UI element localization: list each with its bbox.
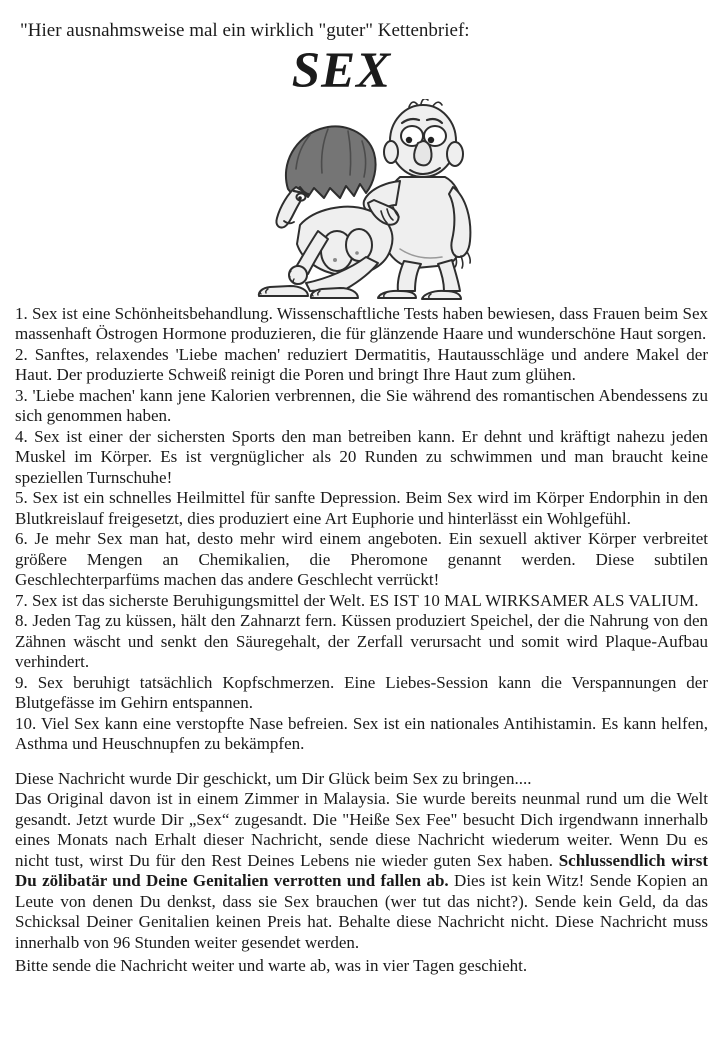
cartoon-couple-drawing: [250, 99, 508, 301]
cartoon-illustration: [49, 99, 708, 303]
list-item: 3. 'Liebe machen' kann jene Kalorien verbrennen, die Sie während des romantischen Abendessens zu sich genommen haben.: [15, 385, 708, 426]
list-item: 7. Sex ist das sicherste Beruhigungsmittel der Welt. ES IST 10 MAL WIRKSAMER ALS VALIUM.: [15, 590, 699, 610]
list-item: 8. Jeden Tag zu küssen, hält den Zahnarzt fern. Küssen produziert Speichel, der die Nahrung von den Zähnen wäscht und senkt den Säuregehalt, der Zerfall verursacht und somit wird Plaque-Aufbau verhindert.: [15, 611, 708, 672]
list-item: 6. Je mehr Sex man hat, desto mehr wird einem angeboten. Ein sexuell aktiver Körper verbreitet größere Mengen an Chemikalien, die Pheromone genannt werden. Diese subtilen Geschlechterparfüms machen das andere Geschlecht verrückt!: [15, 529, 708, 590]
numbered-list: [15, 304, 708, 755]
bold-warning-text: Schlussendlich wirst Du zölibatär und Deine Genitalien verrotten und fallen ab.: [15, 850, 708, 891]
intro-line: "Hier ausnahmsweise mal ein wirklich "guter" Kettenbrief:: [20, 20, 470, 41]
list-item: 2. Sanftes, relaxendes 'Liebe machen' reduziert Dermatitis, Hautausschläge und andere Makel der Haut. Der produzierte Schweiß reinigt die Poren und bringt Ihre Haut zum glühen.: [15, 344, 708, 385]
closing-text-post: Dies ist kein Witz! Sende Kopien an Leute von denen Du denkst, dass sie Sex brauchen (wer tut das nicht?). Sende kein Geld, da das Schicksal Deiner Genitalien keinen Preis hat. Behalte diese Nachricht nicht. Diese Nachricht muss innerhalb von 96 Stunden weiter gesendet werden.: [15, 871, 708, 952]
page-title: SEX: [291, 42, 392, 99]
closing-text-pre: Das Original davon ist in einem Zimmer in Malaysia. Sie wurde bereits neunmal rund um die Welt gesandt. Jetzt wurde Dir „Sex“ zugesandt. Die "Heiße Sex Fee" besucht Dich irgendwann innerhalb eines Monats nach Erhalt dieser Nachricht, sende diese Nachricht wiederum weiter. Wenn Du es nicht tust, wirst Du für den Rest Deines Lebens nie wieder guten Sex haben.: [15, 789, 708, 870]
list-item: 5. Sex ist ein schnelles Heilmittel für sanfte Depression. Beim Sex wird im Körper Endorphin in den Blutkreislauf freigesetzt, dies produziert eine Art Euphorie und hinterlässt ein Wohlgefühl.: [15, 488, 708, 528]
list-item: 1. Sex ist eine Schönheitsbehandlung. Wissenschaftliche Tests haben bewiesen, dass Frauen beim Sex massenhaft Östrogen Hormone produzieren, die für glänzende Haare und wunderschöne Haut sorgen.: [15, 303, 708, 344]
list-item: 4. Sex ist einer der sichersten Sports den man betreiben kann. Er dehnt und kräftigt nahezu jeden Muskel im Körper. Es ist vergnüglicher als 20 Runden zu schwimmen und man braucht keine speziellen Turnschuhe!: [15, 426, 708, 487]
closing-final-line: Bitte sende die Nachricht weiter und warte ab, was in vier Tagen geschieht.: [15, 956, 528, 976]
list-item: 10. Viel Sex kann eine verstopfte Nase befreien. Sex ist ein nationales Antihistamin. Es kann helfen, Asthma und Heuschnupfen zu bekämpfen.: [15, 713, 708, 754]
list-item: 9. Sex beruhigt tatsächlich Kopfschmerzen. Eine Liebes-Session kann die Verspannungen der Blutgefässe im Gehirn entspannen.: [15, 672, 708, 713]
closing-intro-line: Diese Nachricht wurde Dir geschickt, um Dir Glück beim Sex zu bringen....: [15, 768, 532, 788]
closing-paragraph: [15, 789, 708, 953]
closing-section: [15, 769, 708, 977]
